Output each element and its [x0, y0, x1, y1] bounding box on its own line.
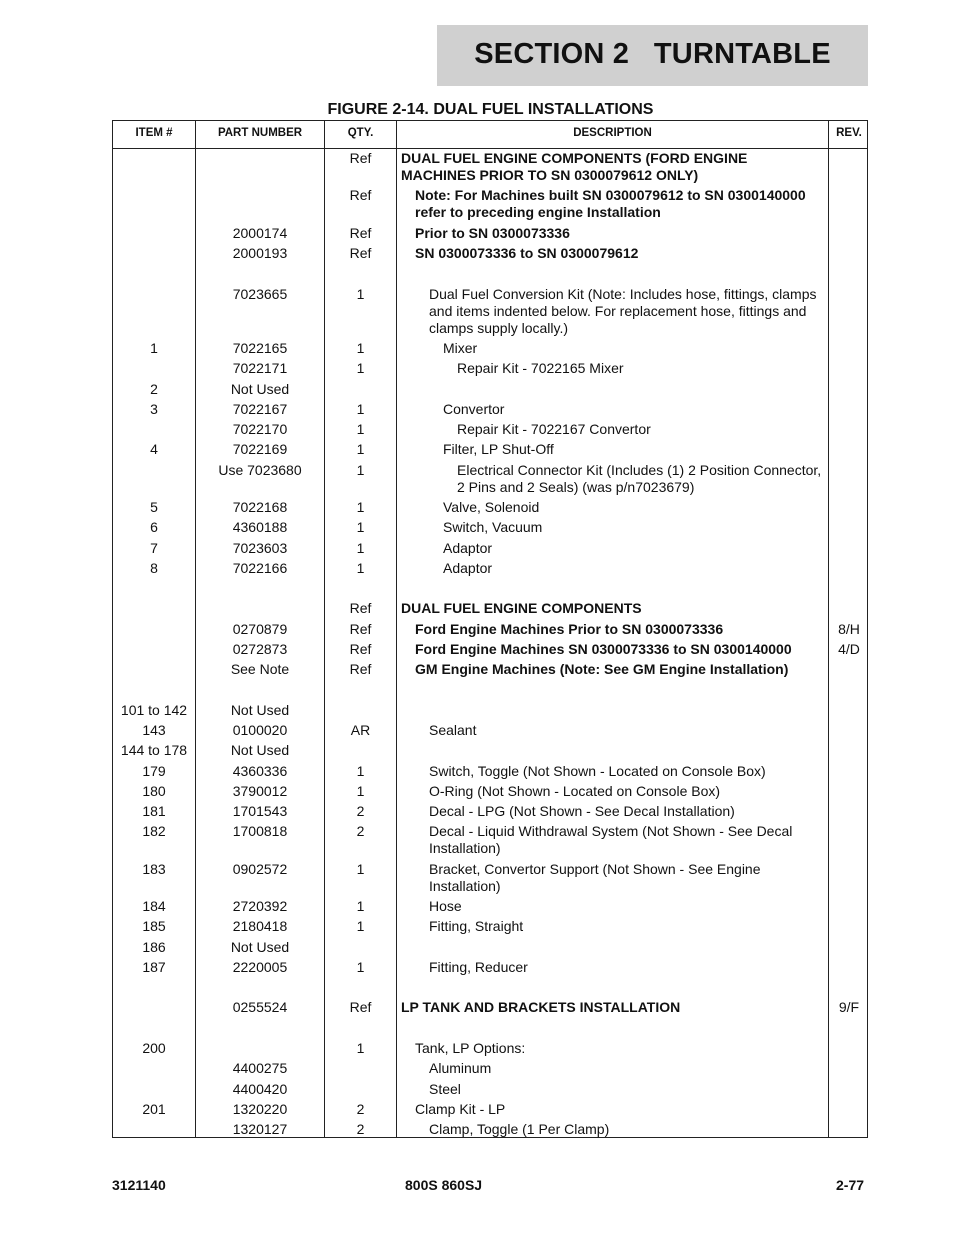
part-number-cell: 7023665 — [232, 286, 288, 302]
qty-cell: 1 — [356, 959, 365, 975]
qty-cell: Ref — [349, 150, 372, 166]
qty-cell: Ref — [349, 641, 372, 657]
header-qty: QTY. — [347, 127, 374, 139]
qty-cell: 2 — [356, 1121, 365, 1137]
item-cell: 3 — [150, 401, 158, 417]
item-cell: 181 — [142, 803, 166, 819]
part-number-cell: 7022169 — [232, 441, 288, 457]
item-cell: 7 — [150, 540, 158, 556]
figure-title: FIGURE 2-14. DUAL FUEL INSTALLATIONS — [327, 101, 654, 118]
qty-cell: Ref — [349, 600, 372, 616]
footer-page-number: 2-77 — [836, 1177, 865, 1193]
qty-cell: 1 — [356, 401, 365, 417]
part-number-cell: 3790012 — [232, 783, 288, 799]
description-cell: Ford Engine Machines Prior to SN 0300073336 — [415, 621, 724, 637]
item-cell: 6 — [150, 519, 158, 535]
description-cell: Electrical Connector Kit (Includes (1) 2 Position Connector, 2 Pins and 2 Seals) (was p/n7023679) — [457, 462, 822, 495]
part-number-cell: 7022167 — [232, 401, 288, 417]
part-number-cell: 2220005 — [232, 959, 288, 975]
part-number-cell: 0100020 — [232, 722, 288, 738]
description-cell: Ford Engine Machines SN 0300073336 to SN 0300140000 — [415, 641, 792, 657]
rev-cell: 4/D — [838, 641, 860, 657]
part-number-cell: Not Used — [230, 742, 290, 758]
description-cell: Switch, Toggle (Not Shown - Located on Console Box) — [429, 763, 766, 779]
footer-doc-number: 3121140 — [112, 1177, 166, 1193]
part-number-cell: 2180418 — [232, 918, 288, 934]
item-cell: 1 — [150, 340, 158, 356]
qty-cell: Ref — [349, 999, 372, 1015]
section-header-box — [437, 25, 868, 86]
column-divider — [396, 121, 397, 1137]
footer-model: 800S 860SJ — [405, 1177, 483, 1193]
part-number-cell: 4360336 — [232, 763, 288, 779]
item-cell: 4 — [150, 441, 158, 457]
description-cell: Adaptor — [443, 540, 493, 556]
qty-cell: 2 — [356, 823, 365, 839]
qty-cell: Ref — [349, 661, 372, 677]
description-cell: Dual Fuel Conversion Kit (Note: Includes hose, fittings, clamps and items indented below. For replacement hose, fittings and clamps supply locally.) — [429, 286, 817, 336]
qty-cell: 1 — [356, 421, 365, 437]
description-cell: Repair Kit - 7022167 Convertor — [457, 421, 651, 437]
qty-cell: 1 — [356, 763, 365, 779]
description-cell: Decal - Liquid Withdrawal System (Not Shown - See Decal Installation) — [429, 823, 793, 856]
header-part-number: PART NUMBER — [217, 127, 303, 139]
item-cell: 182 — [142, 823, 166, 839]
qty-cell: AR — [350, 722, 371, 738]
item-cell: 185 — [142, 918, 166, 934]
part-number-cell: 4400275 — [232, 1060, 288, 1076]
qty-cell: 1 — [356, 1040, 365, 1056]
part-number-cell: 7022168 — [232, 499, 288, 515]
qty-cell: 1 — [356, 540, 365, 556]
part-number-cell: 1701543 — [232, 803, 288, 819]
part-number-cell: 4400420 — [232, 1081, 288, 1097]
qty-cell: Ref — [349, 621, 372, 637]
part-number-cell: 1320220 — [232, 1101, 288, 1117]
qty-cell: 1 — [356, 340, 365, 356]
part-number-cell: See Note — [230, 661, 290, 677]
description-cell: SN 0300073336 to SN 0300079612 — [415, 245, 639, 261]
item-cell: 5 — [150, 499, 158, 515]
description-cell: Filter, LP Shut-Off — [443, 441, 554, 457]
part-number-cell: 0270879 — [232, 621, 288, 637]
part-number-cell: Not Used — [230, 939, 290, 955]
header-item: ITEM # — [135, 127, 173, 139]
rev-cell: 9/F — [838, 999, 860, 1015]
part-number-cell: 7022165 — [232, 340, 288, 356]
part-number-cell: 2720392 — [232, 898, 288, 914]
part-number-cell: 1700818 — [232, 823, 288, 839]
description-cell: Decal - LPG (Not Shown - See Decal Installation) — [429, 803, 735, 819]
qty-cell: 1 — [356, 462, 365, 478]
item-cell: 2 — [150, 381, 158, 397]
description-cell: Fitting, Straight — [429, 918, 524, 934]
part-number-cell: 7023603 — [232, 540, 288, 556]
description-cell: Sealant — [429, 722, 477, 738]
part-number-cell: Use 7023680 — [218, 462, 302, 478]
part-number-cell: 0272873 — [232, 641, 288, 657]
item-cell: 179 — [142, 763, 166, 779]
part-number-cell: 7022171 — [232, 360, 288, 376]
description-cell: Bracket, Convertor Support (Not Shown - See Engine Installation) — [429, 861, 761, 894]
description-cell: O-Ring (Not Shown - Located on Console Box) — [429, 783, 721, 799]
qty-cell: 1 — [356, 441, 365, 457]
description-cell: Prior to SN 0300073336 — [415, 225, 570, 241]
item-cell: 201 — [142, 1101, 166, 1117]
item-cell: 200 — [142, 1040, 166, 1056]
qty-cell: 1 — [356, 560, 365, 576]
qty-cell: 1 — [356, 898, 365, 914]
qty-cell: 1 — [356, 360, 365, 376]
item-cell: 183 — [142, 861, 166, 877]
description-cell: Hose — [429, 898, 462, 914]
item-cell: 144 to 178 — [120, 742, 188, 758]
description-cell: Repair Kit - 7022165 Mixer — [457, 360, 624, 376]
description-cell: Tank, LP Options: — [415, 1040, 526, 1056]
item-cell: 143 — [142, 722, 166, 738]
qty-cell: 1 — [356, 918, 365, 934]
description-cell: LP TANK AND BRACKETS INSTALLATION — [401, 999, 681, 1015]
part-number-cell: 0902572 — [232, 861, 288, 877]
description-cell: Clamp, Toggle (1 Per Clamp) — [429, 1121, 610, 1137]
item-cell: 101 to 142 — [120, 702, 188, 718]
part-number-cell: 2000174 — [232, 225, 288, 241]
parts-table — [112, 120, 868, 1138]
item-cell: 8 — [150, 560, 158, 576]
part-number-cell: Not Used — [230, 381, 290, 397]
item-cell: 180 — [142, 783, 166, 799]
qty-cell: 1 — [356, 861, 365, 877]
qty-cell: 2 — [356, 803, 365, 819]
description-cell: Adaptor — [443, 560, 493, 576]
header-rev: REV. — [836, 127, 862, 139]
description-cell: Switch, Vacuum — [443, 519, 543, 535]
qty-cell: 1 — [356, 286, 365, 302]
qty-cell: Ref — [349, 245, 372, 261]
rev-cell: 8/H — [838, 621, 860, 637]
header-description: DESCRIPTION — [573, 127, 652, 139]
qty-cell: Ref — [349, 225, 372, 241]
description-cell: DUAL FUEL ENGINE COMPONENTS — [401, 600, 642, 616]
item-cell: 184 — [142, 898, 166, 914]
qty-cell: 1 — [356, 519, 365, 535]
description-cell: Fitting, Reducer — [429, 959, 528, 975]
part-number-cell: 2000193 — [232, 245, 288, 261]
description-cell: DUAL FUEL ENGINE COMPONENTS (FORD ENGINE MACHINES PRIOR TO SN 0300079612 ONLY) — [401, 150, 748, 183]
description-cell: GM Engine Machines (Note: See GM Engine Installation) — [415, 661, 789, 677]
item-cell: 186 — [142, 939, 166, 955]
part-number-cell: 7022166 — [232, 560, 288, 576]
qty-cell: 2 — [356, 1101, 365, 1117]
description-cell: Convertor — [443, 401, 505, 417]
part-number-cell: Not Used — [230, 702, 290, 718]
header-divider — [113, 148, 867, 149]
item-cell: 187 — [142, 959, 166, 975]
part-number-cell: 7022170 — [232, 421, 288, 437]
description-cell: Aluminum — [429, 1060, 492, 1076]
section-title: SECTION 2 TURNTABLE — [474, 38, 831, 70]
qty-cell: Ref — [349, 187, 372, 203]
description-cell: Valve, Solenoid — [443, 499, 540, 515]
description-cell: Clamp Kit - LP — [415, 1101, 506, 1117]
description-cell: Steel — [429, 1081, 461, 1097]
part-number-cell: 4360188 — [232, 519, 288, 535]
part-number-cell: 1320127 — [232, 1121, 288, 1137]
part-number-cell: 0255524 — [232, 999, 288, 1015]
description-cell: Mixer — [443, 340, 478, 356]
qty-cell: 1 — [356, 499, 365, 515]
qty-cell: 1 — [356, 783, 365, 799]
description-cell: Note: For Machines built SN 0300079612 to SN 0300140000 refer to preceding engine Installation — [415, 187, 806, 220]
